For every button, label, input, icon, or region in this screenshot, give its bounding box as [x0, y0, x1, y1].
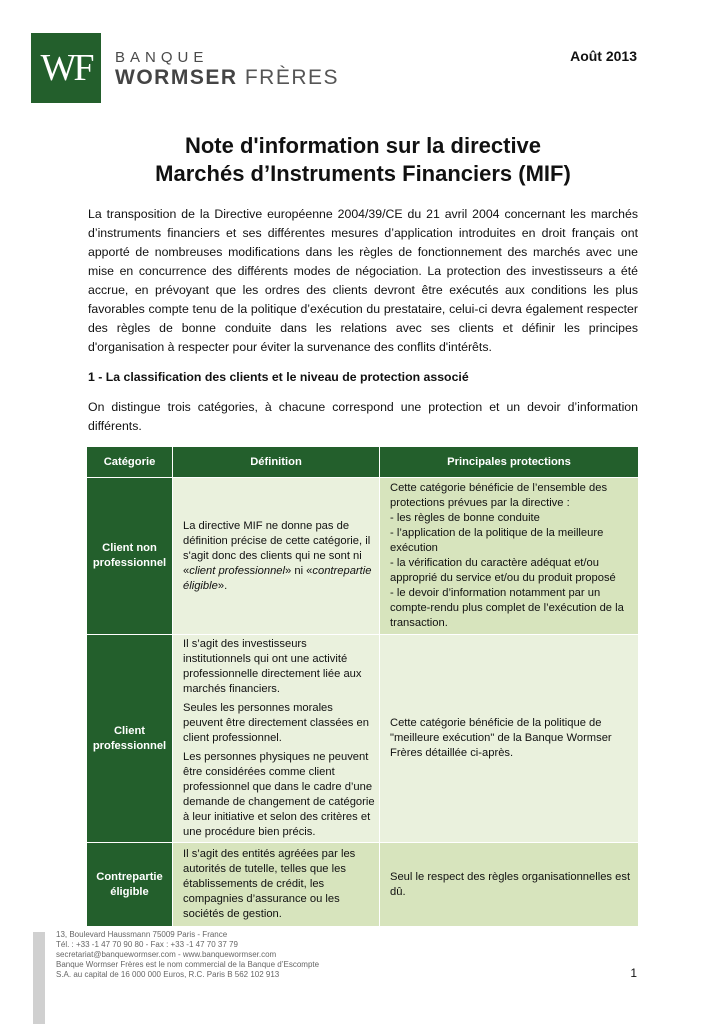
footer-line: Banque Wormser Frères est le nom commercial de la Banque d’Escompte	[56, 960, 320, 969]
footer-line: secretariat@banquewormser.com - www.banquewormser.com	[56, 950, 277, 959]
document-title	[88, 132, 638, 188]
definition-text: La directive MIF ne donne pas de définition précise de cette catégorie, il s'agit donc des clients qui ne sont ni «	[183, 519, 371, 577]
section-heading: 1 - La classification des clients et le niveau de protection associé	[88, 370, 469, 384]
definition-text: ».	[217, 579, 228, 592]
category-label: éligible	[110, 885, 149, 898]
footer-line: Tél. : +33 -1 47 70 90 80 - Fax : +33 -1 47 70 37 79	[56, 940, 238, 949]
definition-text: Les personnes physiques ne peuvent être considérées comme client professionnel que dans le cadre d’une demande de changement de catégorie à leur initiative et selon des critères et une procédure bien précis.	[183, 751, 375, 838]
protection-item: - la vérification du caractère adéquat et/ou approprié du service et/ou du produit proposé	[390, 557, 616, 584]
table-row	[87, 635, 639, 843]
protection-cell	[380, 478, 639, 635]
category-label: Client non	[102, 542, 157, 554]
definition-text: Seules les personnes morales peuvent être directement classées en client professionnel.	[183, 702, 369, 744]
logo-mark: WF	[40, 47, 92, 89]
page-number: 1	[630, 966, 637, 980]
title-line1: Note d'information sur la directive	[184, 133, 542, 158]
protection-item: - les règles de bonne conduite	[390, 512, 540, 524]
definition-cell	[173, 635, 380, 843]
category-label: professionnel	[92, 739, 167, 752]
footer-bar	[33, 932, 45, 1024]
definition-text: Il s’agit des investisseurs institutionnels qui ont une activité professionnelle directement liée aux marchés financiers.	[183, 638, 362, 695]
table-row	[87, 843, 639, 927]
category-label: Client	[113, 724, 146, 737]
title-line2: Marchés d’Instruments Financiers (MIF)	[155, 161, 571, 186]
document-date: Août 2013	[570, 48, 637, 64]
bank-name-line2	[115, 66, 339, 90]
section-paragraph: On distingue trois catégories, à chacune correspond une protection et un devoir d’information différents.	[88, 400, 638, 433]
footer-line: S.A. au capital de 16 000 000 Euros, R.C. Paris B 562 102 913	[56, 970, 280, 979]
protection-cell: Seul le respect des règles organisationnelles est dû.	[380, 843, 639, 927]
table-row	[87, 478, 639, 635]
header-protections: Principales protections	[380, 447, 639, 478]
category-cell	[87, 478, 173, 635]
category-cell	[87, 635, 173, 843]
bank-name-bold: WORMSER	[115, 66, 238, 89]
header-definition: Définition	[173, 447, 380, 478]
protection-item: Cette catégorie bénéficie de l’ensemble des protections prévues par la directive :	[390, 482, 608, 509]
table-header-row	[87, 447, 639, 478]
definition-cell: Il s’agit des entités agréées par les autorités de tutelle, telles que les établissements de crédit, les compagnies d’assurance ou les sociétés de gestion.	[173, 843, 380, 927]
header-category: Catégorie	[87, 447, 173, 478]
bank-logo	[31, 33, 101, 103]
intro-paragraph: La transposition de la Directive européenne 2004/39/CE du 21 avril 2004 concernant les marchés d’instruments financiers et ses différentes mesures d’application introduites en droit français ont apporté de nombreuses modifications dans les règles de fonctionnement des marchés avec une mise en concurrence des différents modes de négociation. La protection des investisseurs a été accrue, en prévoyant que les ordres des clients devront être exécutés aux conditions les plus favorables compte tenu de la politique d’exécution du prestataire, celui-ci devra également respecter des règles de bonne conduite dans les relations avec ses clients et définir les principes d'organisation à respecter pour éviter la survenance des conflits d'intérêts.	[88, 207, 638, 354]
category-label: Contrepartie	[96, 870, 163, 883]
definition-italic: client professionnel	[189, 564, 286, 577]
definition-italic: contrepartie éligible	[183, 564, 372, 592]
definition-text: » ni «	[285, 564, 313, 577]
protection-item: - le devoir d’information notamment par un compte-rendu plus complet de l’exécution de la transaction.	[390, 587, 624, 629]
definition-cell	[173, 478, 380, 635]
footer-address	[56, 930, 319, 980]
classification-table	[86, 446, 639, 927]
bank-name-rest: FRÈRES	[237, 66, 340, 89]
category-label: professionnel	[92, 557, 167, 569]
bank-name-line1: BANQUE	[115, 49, 209, 66]
footer-line: 13, Boulevard Haussmann 75009 Paris - France	[56, 930, 228, 939]
protection-item: - l’application de la politique de la meilleure exécution	[390, 527, 604, 554]
protection-cell: Cette catégorie bénéficie de la politique de "meilleure exécution" de la Banque Wormser Frères détaillée ci-après.	[380, 635, 639, 843]
category-cell	[87, 843, 173, 927]
